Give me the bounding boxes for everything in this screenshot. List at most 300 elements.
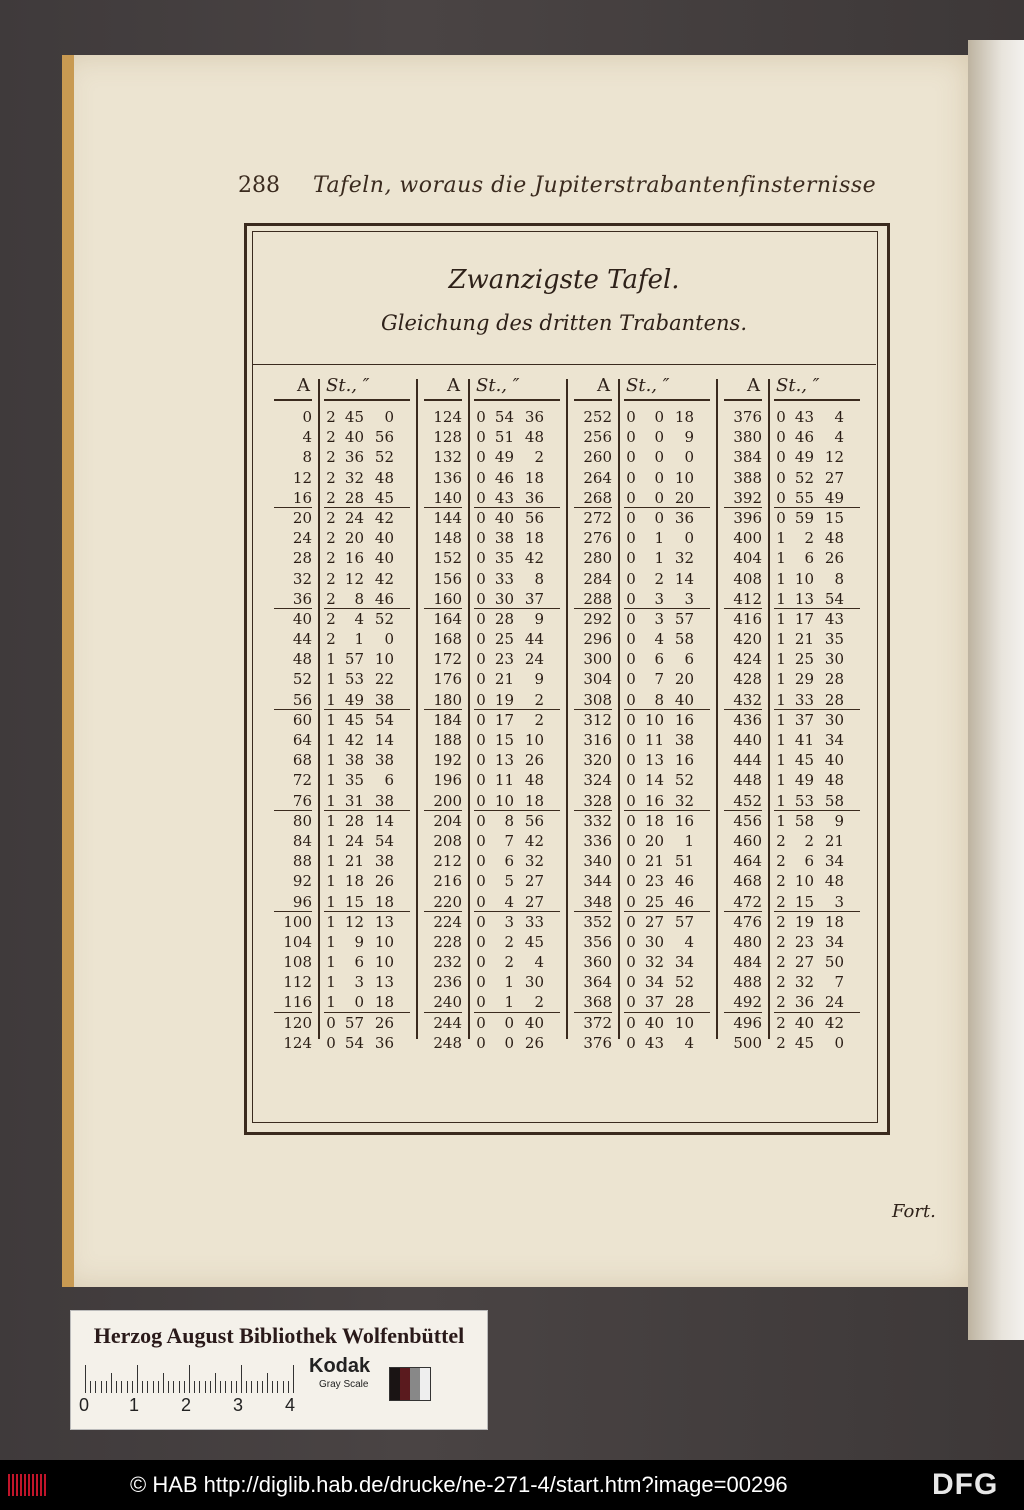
hours-cell: 2 (776, 852, 786, 871)
minutes-cell: 21 (794, 630, 814, 649)
minutes-cell: 2 (804, 831, 814, 850)
minutes-cell: 10 (794, 569, 814, 588)
seconds-cell: 30 (824, 710, 844, 729)
hours-cell: 1 (776, 710, 786, 729)
header-a: A (297, 375, 310, 396)
seconds-cell: 0 (834, 1033, 844, 1052)
arg-a-cell: 100 (283, 912, 312, 931)
arg-a-cell: 248 (433, 1033, 462, 1052)
table-row (720, 447, 870, 467)
seconds-cell: 32 (674, 791, 694, 810)
arg-a-cell: 420 (733, 630, 762, 649)
table-row (720, 569, 870, 589)
arg-a-cell: 160 (433, 589, 462, 608)
arg-a-cell: 232 (433, 953, 462, 972)
minutes-cell: 45 (344, 408, 364, 426)
minutes-cell: 49 (494, 448, 514, 467)
hours-cell: 0 (326, 1013, 336, 1032)
hours-cell: 0 (626, 690, 636, 709)
hours-cell: 0 (626, 771, 636, 790)
header-st: St., ″ (476, 375, 520, 396)
hours-cell: 2 (776, 892, 786, 911)
seconds-cell: 4 (834, 428, 844, 447)
hours-cell: 1 (776, 609, 786, 628)
arg-a-cell: 388 (733, 468, 762, 487)
minutes-cell: 4 (354, 609, 364, 628)
seconds-cell: 32 (524, 852, 544, 871)
minutes-cell: 28 (344, 488, 364, 507)
seconds-cell: 14 (674, 569, 694, 588)
table-row (420, 972, 570, 992)
table-row (420, 629, 570, 649)
arg-a-cell: 276 (583, 529, 612, 548)
ruler-tick (205, 1381, 206, 1393)
hours-cell: 2 (326, 529, 336, 548)
seconds-cell: 36 (374, 1033, 394, 1052)
kodak-brand: Kodak (309, 1355, 371, 1377)
minutes-cell: 1 (504, 973, 514, 992)
minutes-cell: 2 (504, 953, 514, 972)
table-row (720, 952, 870, 972)
arg-a-cell: 252 (583, 408, 612, 426)
hours-cell: 0 (476, 831, 486, 850)
hours-cell: 0 (476, 912, 486, 931)
table-row (720, 992, 870, 1012)
table-row (270, 972, 420, 992)
table-row (570, 1033, 720, 1053)
hours-cell: 1 (326, 993, 336, 1012)
seconds-cell: 50 (824, 953, 844, 972)
minutes-cell: 20 (644, 831, 664, 850)
arg-a-cell: 136 (433, 468, 462, 487)
table-row (720, 912, 870, 932)
hours-cell: 1 (326, 953, 336, 972)
hours-cell: 1 (326, 892, 336, 911)
table-row (270, 548, 420, 568)
seconds-cell: 2 (534, 690, 544, 709)
table-row (270, 912, 420, 932)
seconds-cell: 52 (374, 609, 394, 628)
arg-a-cell: 120 (283, 1013, 312, 1032)
minutes-cell: 10 (494, 791, 514, 810)
minutes-cell: 18 (644, 811, 664, 830)
table-row (570, 831, 720, 851)
table-row (720, 508, 870, 528)
table-row (570, 669, 720, 689)
arg-a-cell: 236 (433, 973, 462, 992)
minutes-cell: 32 (794, 973, 814, 992)
hours-cell: 0 (476, 508, 486, 527)
hours-cell: 1 (326, 670, 336, 689)
minutes-cell: 25 (794, 650, 814, 669)
hours-cell: 2 (776, 1013, 786, 1032)
minutes-cell: 46 (794, 428, 814, 447)
table-row (270, 710, 420, 730)
minutes-cell: 23 (644, 872, 664, 891)
ruler-tick (184, 1381, 185, 1393)
arg-a-cell: 52 (292, 670, 312, 689)
minutes-cell: 0 (504, 1013, 514, 1032)
column-rows (570, 407, 720, 1053)
minutes-cell: 6 (804, 549, 814, 568)
seconds-cell: 32 (674, 549, 694, 568)
arg-a-cell: 344 (583, 872, 612, 891)
arg-a-cell: 132 (433, 448, 462, 467)
minutes-cell: 46 (494, 468, 514, 487)
seconds-cell: 14 (374, 811, 394, 830)
table-row (720, 468, 870, 488)
hours-cell: 2 (776, 932, 786, 951)
hours-cell: 0 (626, 751, 636, 770)
table-title: Zwanzigste Tafel. (448, 265, 680, 295)
table-row (570, 427, 720, 447)
seconds-cell: 22 (374, 670, 394, 689)
seconds-cell: 36 (524, 408, 544, 426)
hours-cell: 1 (326, 912, 336, 931)
arg-a-cell: 124 (433, 408, 462, 426)
seconds-cell: 4 (684, 932, 694, 951)
seconds-cell: 40 (824, 751, 844, 770)
arg-a-cell: 408 (733, 569, 762, 588)
hours-cell: 0 (626, 529, 636, 548)
table-row (720, 407, 870, 427)
table-row (270, 730, 420, 750)
hours-cell: 1 (776, 529, 786, 548)
arg-a-cell: 76 (292, 791, 312, 810)
table-row (570, 972, 720, 992)
table-row (720, 811, 870, 831)
minutes-cell: 19 (494, 690, 514, 709)
seconds-cell: 27 (824, 468, 844, 487)
arg-a-cell: 444 (733, 751, 762, 770)
ruler-tick (142, 1381, 143, 1393)
table-row (270, 569, 420, 589)
hours-cell: 1 (326, 731, 336, 749)
ruler-tick (251, 1381, 252, 1393)
arg-a-cell: 8 (302, 448, 312, 467)
seconds-cell: 13 (374, 912, 394, 931)
seconds-cell: 42 (374, 508, 394, 527)
seconds-cell: 36 (524, 488, 544, 507)
table-row (720, 427, 870, 447)
arg-a-cell: 24 (292, 529, 312, 548)
table-row (570, 1013, 720, 1033)
seconds-cell: 4 (834, 408, 844, 426)
seconds-cell: 37 (524, 589, 544, 608)
book-page (62, 55, 968, 1287)
hours-cell: 0 (476, 710, 486, 729)
minutes-cell: 24 (344, 508, 364, 527)
arg-a-cell: 400 (733, 529, 762, 548)
arg-a-cell: 348 (583, 892, 612, 911)
seconds-cell: 38 (674, 731, 694, 749)
minutes-cell: 15 (344, 892, 364, 911)
minutes-cell: 1 (654, 549, 664, 568)
ruler-number: 4 (285, 1395, 296, 1415)
minutes-cell: 38 (344, 751, 364, 770)
arg-a-cell: 192 (433, 751, 462, 770)
seconds-cell: 20 (674, 670, 694, 689)
hours-cell: 1 (326, 973, 336, 992)
seconds-cell: 18 (374, 892, 394, 911)
arg-a-cell: 376 (583, 1033, 612, 1052)
gray-swatches (389, 1367, 431, 1401)
gray-scale-label: Gray Scale (319, 1379, 369, 1390)
minutes-cell: 36 (344, 448, 364, 467)
table-row (420, 710, 570, 730)
minutes-cell: 0 (654, 508, 664, 527)
seconds-cell: 46 (674, 872, 694, 891)
table-row (570, 952, 720, 972)
ruler-tick (194, 1381, 195, 1393)
minutes-cell: 35 (494, 549, 514, 568)
table-row (570, 750, 720, 770)
hours-cell: 0 (476, 609, 486, 628)
table-row (570, 932, 720, 952)
arg-a-cell: 56 (292, 690, 312, 709)
seconds-cell: 2 (534, 710, 544, 729)
minutes-cell: 13 (644, 751, 664, 770)
hours-cell: 0 (476, 1033, 486, 1052)
seconds-cell: 52 (674, 771, 694, 790)
arg-a-cell: 128 (433, 428, 462, 447)
seconds-cell: 1 (684, 831, 694, 850)
hours-cell: 2 (326, 508, 336, 527)
ruler-tick (163, 1373, 164, 1393)
minutes-cell: 40 (494, 508, 514, 527)
table-row (570, 629, 720, 649)
seconds-cell: 57 (674, 912, 694, 931)
header-rule (274, 399, 312, 401)
minutes-cell: 13 (794, 589, 814, 608)
table-row (420, 407, 570, 427)
minutes-cell: 28 (494, 609, 514, 628)
table-row (570, 791, 720, 811)
seconds-cell: 24 (524, 650, 544, 669)
hours-cell: 0 (776, 408, 786, 426)
catchword: Fort. (892, 1201, 936, 1222)
table-row (270, 528, 420, 548)
table-row (570, 730, 720, 750)
arg-a-cell: 452 (733, 791, 762, 810)
ruler-tick (179, 1381, 180, 1393)
seconds-cell: 0 (684, 529, 694, 548)
seconds-cell: 40 (524, 1013, 544, 1032)
minutes-cell: 2 (504, 932, 514, 951)
seconds-cell: 15 (824, 508, 844, 527)
hours-cell: 0 (476, 468, 486, 487)
table-row (420, 851, 570, 871)
minutes-cell: 31 (344, 791, 364, 810)
minutes-cell: 8 (504, 811, 514, 830)
arg-a-cell: 48 (292, 650, 312, 669)
seconds-cell: 24 (824, 993, 844, 1012)
seconds-cell: 46 (374, 589, 394, 608)
minutes-cell: 7 (504, 831, 514, 850)
arg-a-cell: 372 (583, 1013, 612, 1032)
seconds-cell: 51 (674, 852, 694, 871)
hours-cell: 0 (626, 650, 636, 669)
hours-cell: 0 (626, 892, 636, 911)
hours-cell: 1 (326, 710, 336, 729)
hours-cell: 1 (326, 852, 336, 871)
seconds-cell: 34 (824, 852, 844, 871)
header-rule (774, 399, 860, 401)
hours-cell: 0 (476, 811, 486, 830)
arg-a-cell: 360 (583, 953, 612, 972)
minutes-cell: 53 (344, 670, 364, 689)
hours-cell: 0 (476, 751, 486, 770)
header-rule (574, 399, 612, 401)
arg-a-cell: 368 (583, 993, 612, 1012)
table-row (570, 609, 720, 629)
seconds-cell: 48 (524, 428, 544, 447)
table-row (420, 871, 570, 891)
arg-a-cell: 424 (733, 650, 762, 669)
hours-cell: 1 (326, 791, 336, 810)
table-row (720, 932, 870, 952)
table-row (270, 488, 420, 508)
arg-a-cell: 308 (583, 690, 612, 709)
table-row (720, 892, 870, 912)
seconds-cell: 28 (824, 690, 844, 709)
hours-cell: 2 (326, 569, 336, 588)
column-header (720, 373, 870, 401)
table-subtitle: Gleichung des dritten Trabantens. (380, 311, 747, 335)
table-row (270, 1033, 420, 1053)
table-row (420, 952, 570, 972)
arg-a-cell: 256 (583, 428, 612, 447)
minutes-cell: 25 (644, 892, 664, 911)
minutes-cell: 37 (644, 993, 664, 1012)
minutes-cell: 4 (504, 892, 514, 911)
table-row (420, 569, 570, 589)
table-row (270, 508, 420, 528)
minutes-cell: 0 (654, 468, 664, 487)
ruler-tick (246, 1381, 247, 1393)
hours-cell: 0 (476, 448, 486, 467)
seconds-cell: 56 (374, 428, 394, 447)
arg-a-cell: 480 (733, 932, 762, 951)
hours-cell: 0 (626, 630, 636, 649)
seconds-cell: 9 (684, 428, 694, 447)
ruler-tick (137, 1365, 138, 1393)
table-row (420, 690, 570, 710)
table-row (420, 770, 570, 790)
hours-cell: 2 (776, 831, 786, 850)
ruler-tick (127, 1381, 128, 1393)
arg-a-cell: 172 (433, 650, 462, 669)
arg-a-cell: 44 (292, 630, 312, 649)
table-row (720, 871, 870, 891)
table-row (420, 791, 570, 811)
minutes-cell: 30 (494, 589, 514, 608)
hours-cell: 1 (326, 771, 336, 790)
arg-a-cell: 412 (733, 589, 762, 608)
hours-cell: 0 (626, 912, 636, 931)
arg-a-cell: 472 (733, 892, 762, 911)
seconds-cell: 18 (374, 993, 394, 1012)
minutes-cell: 23 (494, 650, 514, 669)
table-row (570, 468, 720, 488)
minutes-cell: 33 (494, 569, 514, 588)
arg-a-cell: 304 (583, 670, 612, 689)
table-row (270, 871, 420, 891)
arg-a-cell: 184 (433, 710, 462, 729)
arg-a-cell: 488 (733, 973, 762, 992)
arg-a-cell: 156 (433, 569, 462, 588)
minutes-cell: 58 (794, 811, 814, 830)
hours-cell: 2 (326, 448, 336, 467)
hours-cell: 2 (326, 609, 336, 628)
seconds-cell: 54 (374, 710, 394, 729)
minutes-cell: 21 (494, 670, 514, 689)
table-row (420, 609, 570, 629)
hours-cell: 2 (776, 973, 786, 992)
copyright-link[interactable]: © HAB http://diglib.hab.de/drucke/ne-271-4/start.htm?image=00296 (130, 1472, 788, 1497)
arg-a-cell: 460 (733, 831, 762, 850)
seconds-cell: 18 (524, 468, 544, 487)
arg-a-cell: 292 (583, 609, 612, 628)
ruler-tick (262, 1381, 263, 1393)
seconds-cell: 10 (524, 731, 544, 749)
hours-cell: 0 (476, 892, 486, 911)
library-name: Herzog August Bibliothek Wolfenbüttel (93, 1323, 465, 1348)
minutes-cell: 6 (654, 650, 664, 669)
hours-cell: 1 (776, 771, 786, 790)
hours-cell: 1 (326, 811, 336, 830)
minutes-cell: 42 (344, 731, 364, 749)
table-row (720, 609, 870, 629)
minutes-cell: 5 (504, 872, 514, 891)
hours-cell: 0 (626, 589, 636, 608)
seconds-cell: 42 (824, 1013, 844, 1032)
ruler-tick (277, 1381, 278, 1393)
hours-cell: 2 (776, 1033, 786, 1052)
table-row (270, 892, 420, 912)
table-row (270, 1013, 420, 1033)
arg-a-cell: 432 (733, 690, 762, 709)
arg-a-cell: 104 (283, 932, 312, 951)
hours-cell: 1 (776, 549, 786, 568)
table-row (570, 710, 720, 730)
minutes-cell: 0 (354, 993, 364, 1012)
minutes-cell: 45 (794, 751, 814, 770)
minutes-cell: 6 (354, 953, 364, 972)
ruler-number: 3 (233, 1395, 244, 1415)
hours-cell: 1 (776, 791, 786, 810)
hours-cell: 0 (626, 468, 636, 487)
arg-a-cell: 240 (433, 993, 462, 1012)
scale-ruler (85, 1363, 305, 1393)
arg-a-cell: 364 (583, 973, 612, 992)
hours-cell: 0 (626, 670, 636, 689)
hours-cell: 0 (476, 549, 486, 568)
table-row (270, 609, 420, 629)
column-rows (270, 407, 420, 1053)
ruler-tick (210, 1381, 211, 1393)
hours-cell: 0 (476, 589, 486, 608)
minutes-cell: 43 (794, 408, 814, 426)
minutes-cell: 35 (344, 771, 364, 790)
table-row (720, 528, 870, 548)
seconds-cell: 10 (674, 468, 694, 487)
minutes-cell: 2 (654, 569, 664, 588)
seconds-cell: 48 (374, 468, 394, 487)
seconds-cell: 18 (824, 912, 844, 931)
hours-cell: 0 (626, 710, 636, 729)
hours-cell: 1 (326, 751, 336, 770)
